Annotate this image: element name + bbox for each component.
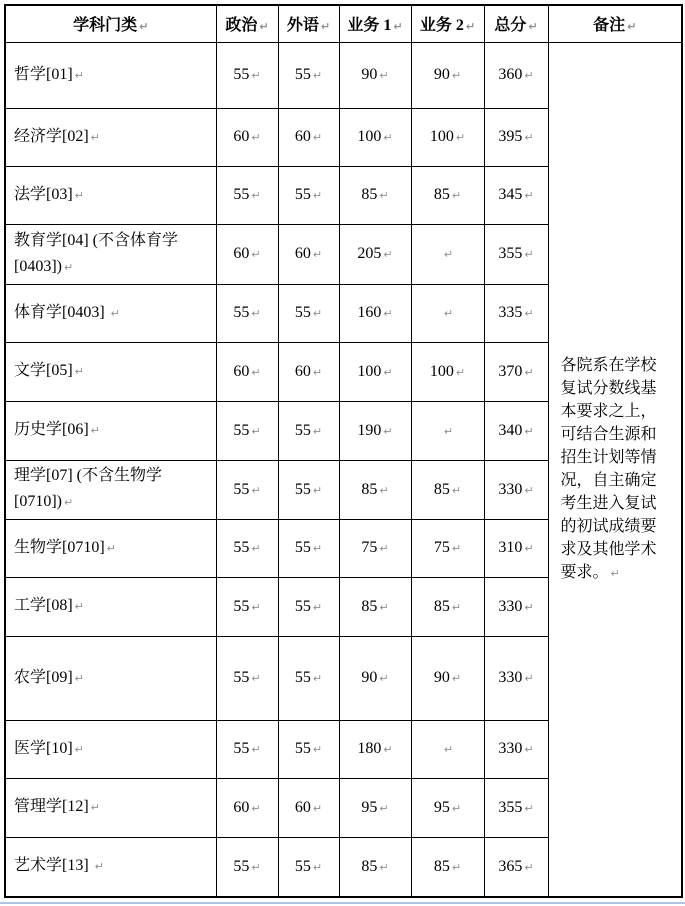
paragraph-mark-icon: ↵	[524, 600, 534, 614]
paragraph-mark-icon: ↵	[443, 424, 454, 438]
header-total	[484, 5, 548, 42]
score-value: 60	[294, 245, 311, 262]
politics-score-cell	[216, 166, 278, 224]
major2-score-cell	[411, 577, 484, 636]
score-value: 205	[357, 245, 382, 262]
score-value: 90	[433, 669, 450, 686]
paragraph-mark-icon: ↵	[383, 424, 393, 438]
major2-score-cell	[411, 342, 484, 401]
paragraph-mark-icon: ↵	[110, 306, 120, 320]
score-value: 365	[498, 857, 523, 875]
category-cell	[5, 720, 216, 778]
paragraph-mark-icon: ↵	[524, 672, 534, 685]
remark-cell	[548, 42, 682, 897]
score-value: 55	[294, 740, 311, 757]
score-value: 100	[429, 362, 454, 380]
paragraph-mark-icon: ↵	[251, 365, 261, 379]
paragraph-mark-icon: ↵	[312, 600, 323, 614]
score-value: 60	[294, 128, 311, 145]
total-score-cell	[484, 108, 548, 166]
header-category	[5, 5, 216, 42]
foreign-score-cell	[278, 108, 339, 166]
score-value: 330	[498, 597, 523, 615]
score-value: 90	[361, 66, 378, 83]
score-value: 160	[357, 304, 382, 321]
paragraph-mark-icon: ↵	[106, 541, 116, 555]
category-cell	[5, 42, 216, 108]
category-label: 理学[07] (不含生物学[0710])	[14, 467, 162, 510]
politics-score-cell	[216, 519, 278, 577]
politics-score-cell	[216, 460, 278, 519]
paragraph-mark-icon: ↵	[251, 542, 261, 555]
total-score-cell	[484, 42, 548, 108]
score-value: 360	[498, 66, 523, 83]
major2-score-cell	[411, 837, 484, 897]
header-row	[5, 5, 682, 42]
foreign-score-cell	[278, 519, 339, 577]
politics-score-cell	[216, 401, 278, 460]
major1-score-cell	[339, 636, 411, 720]
paragraph-mark-icon: ↵	[312, 248, 323, 261]
total-score-cell	[484, 636, 548, 720]
foreign-score-cell	[278, 224, 339, 284]
paragraph-mark-icon: ↵	[379, 860, 389, 874]
paragraph-mark-icon: ↵	[251, 672, 261, 685]
paragraph-mark-icon: ↵	[94, 860, 104, 874]
paragraph-mark-icon: ↵	[393, 20, 403, 34]
score-value: 345	[498, 186, 523, 203]
paragraph-mark-icon: ↵	[312, 483, 323, 497]
politics-score-cell	[216, 577, 278, 636]
category-label: 医学[10]	[14, 739, 73, 757]
paragraph-mark-icon: ↵	[74, 365, 84, 378]
score-value: 60	[233, 245, 250, 262]
paragraph-mark-icon: ↵	[524, 189, 534, 202]
paragraph-mark-icon: ↵	[312, 131, 323, 144]
score-value: 55	[294, 597, 311, 615]
paragraph-mark-icon: ↵	[90, 801, 100, 814]
category-label: 文学[05]	[14, 362, 73, 379]
category-label: 艺术学[13]	[14, 857, 93, 875]
total-score-cell	[484, 519, 548, 577]
paragraph-mark-icon: ↵	[251, 860, 261, 874]
major2-score-cell	[411, 108, 484, 166]
header-label: 总分	[494, 17, 527, 35]
paragraph-mark-icon: ↵	[379, 69, 389, 82]
paragraph-mark-icon: ↵	[74, 68, 84, 82]
paragraph-mark-icon: ↵	[383, 248, 393, 261]
score-value: 55	[233, 421, 250, 439]
header-label: 政治	[225, 17, 258, 35]
major2-score-cell	[411, 284, 484, 342]
window-edge-line	[0, 902, 685, 904]
score-value: 55	[294, 421, 311, 439]
paragraph-mark-icon: ↵	[312, 672, 323, 685]
score-value: 55	[233, 857, 250, 875]
score-value: 75	[361, 539, 378, 556]
paragraph-mark-icon: ↵	[312, 860, 323, 874]
category-cell	[5, 778, 216, 837]
score-value: 85	[361, 597, 378, 615]
score-cutoff-table	[4, 4, 683, 898]
paragraph-mark-icon: ↵	[379, 672, 389, 685]
major2-score-cell	[411, 42, 484, 108]
total-score-cell	[484, 224, 548, 284]
paragraph-mark-icon: ↵	[451, 542, 462, 555]
paragraph-mark-icon: ↵	[63, 496, 74, 509]
score-value: 100	[429, 128, 454, 145]
score-value: 330	[498, 740, 523, 757]
header-label: 学科门类	[73, 17, 138, 35]
paragraph-mark-icon: ↵	[627, 20, 637, 34]
paragraph-mark-icon: ↵	[451, 69, 462, 82]
total-score-cell	[484, 778, 548, 837]
paragraph-mark-icon: ↵	[251, 248, 261, 261]
category-label: 历史学[06]	[14, 421, 89, 438]
score-value: 395	[498, 128, 523, 145]
major1-score-cell	[339, 42, 411, 108]
paragraph-mark-icon: ↵	[443, 248, 454, 261]
score-value: 90	[361, 669, 378, 686]
paragraph-mark-icon: ↵	[524, 424, 534, 438]
major1-score-cell	[339, 577, 411, 636]
score-value: 90	[433, 66, 450, 83]
score-value: 55	[233, 740, 250, 757]
paragraph-mark-icon: ↵	[251, 307, 261, 320]
paragraph-mark-icon: ↵	[90, 130, 100, 144]
major2-score-cell	[411, 720, 484, 778]
politics-score-cell	[216, 636, 278, 720]
score-value: 340	[498, 421, 523, 439]
score-value: 85	[361, 186, 378, 203]
category-cell	[5, 401, 216, 460]
politics-score-cell	[216, 42, 278, 108]
politics-score-cell	[216, 284, 278, 342]
major2-score-cell	[411, 778, 484, 837]
major1-score-cell	[339, 342, 411, 401]
politics-score-cell	[216, 720, 278, 778]
header-foreign-language	[278, 5, 339, 42]
paragraph-mark-icon: ↵	[383, 743, 393, 756]
header-major1	[339, 5, 411, 42]
paragraph-mark-icon: ↵	[74, 188, 84, 202]
paragraph-mark-icon: ↵	[312, 801, 323, 815]
paragraph-mark-icon: ↵	[524, 483, 534, 497]
category-cell	[5, 284, 216, 342]
score-value: 55	[233, 597, 250, 615]
total-score-cell	[484, 460, 548, 519]
paragraph-mark-icon: ↵	[524, 248, 534, 261]
score-value: 85	[361, 480, 378, 498]
paragraph-mark-icon: ↵	[312, 743, 323, 756]
score-value: 60	[294, 798, 311, 816]
foreign-score-cell	[278, 837, 339, 897]
total-score-cell	[484, 284, 548, 342]
paragraph-mark-icon: ↵	[443, 307, 454, 320]
category-cell	[5, 577, 216, 636]
category-label: 工学[08]	[14, 597, 73, 614]
score-value: 95	[433, 798, 450, 816]
category-cell	[5, 108, 216, 166]
foreign-score-cell	[278, 720, 339, 778]
paragraph-mark-icon: ↵	[524, 131, 534, 144]
header-label: 备注	[593, 17, 626, 35]
category-cell	[5, 636, 216, 720]
score-value: 85	[433, 186, 450, 203]
total-score-cell	[484, 837, 548, 897]
category-label: 经济学[02]	[14, 127, 89, 145]
table-row	[5, 42, 682, 108]
paragraph-mark-icon: ↵	[139, 20, 149, 34]
paragraph-mark-icon: ↵	[251, 424, 261, 438]
score-value: 55	[233, 539, 250, 556]
major1-score-cell	[339, 108, 411, 166]
header-politics	[216, 5, 278, 42]
paragraph-mark-icon: ↵	[524, 801, 534, 815]
paragraph-mark-icon: ↵	[312, 69, 323, 82]
score-value: 60	[294, 362, 311, 380]
paragraph-mark-icon: ↵	[379, 801, 389, 815]
score-value: 55	[294, 857, 311, 875]
paragraph-mark-icon: ↵	[251, 743, 261, 756]
paragraph-mark-icon: ↵	[312, 424, 323, 438]
major1-score-cell	[339, 837, 411, 897]
category-label: 农学[09]	[14, 668, 73, 686]
score-value: 95	[361, 798, 378, 816]
paragraph-mark-icon: ↵	[312, 542, 323, 555]
paragraph-mark-icon: ↵	[524, 69, 534, 82]
category-cell	[5, 519, 216, 577]
category-label: 法学[03]	[14, 185, 73, 203]
foreign-score-cell	[278, 166, 339, 224]
category-cell	[5, 837, 216, 897]
foreign-score-cell	[278, 636, 339, 720]
paragraph-mark-icon: ↵	[451, 600, 462, 614]
paragraph-mark-icon: ↵	[610, 566, 620, 580]
category-label: 教育学[04] (不含体育学[0403])	[14, 231, 178, 275]
major2-score-cell	[411, 519, 484, 577]
header-label: 业务 1	[347, 17, 392, 35]
score-value: 60	[233, 362, 250, 380]
score-value: 85	[433, 857, 450, 875]
paragraph-mark-icon: ↵	[259, 20, 269, 34]
foreign-score-cell	[278, 401, 339, 460]
paragraph-mark-icon: ↵	[379, 600, 389, 614]
total-score-cell	[484, 401, 548, 460]
foreign-score-cell	[278, 460, 339, 519]
header-major2	[411, 5, 484, 42]
major1-score-cell	[339, 720, 411, 778]
paragraph-mark-icon: ↵	[74, 671, 84, 685]
paragraph-mark-icon: ↵	[465, 20, 476, 34]
score-value: 55	[233, 304, 250, 321]
score-value: 310	[498, 539, 523, 556]
paragraph-mark-icon: ↵	[383, 131, 393, 144]
score-value: 190	[357, 421, 382, 439]
major2-score-cell	[411, 460, 484, 519]
score-value: 55	[294, 669, 311, 686]
paragraph-mark-icon: ↵	[320, 20, 331, 34]
score-value: 180	[357, 740, 382, 757]
politics-score-cell	[216, 108, 278, 166]
score-value: 370	[498, 362, 523, 380]
paragraph-mark-icon: ↵	[528, 20, 538, 34]
score-value: 60	[233, 798, 250, 816]
score-value: 75	[433, 539, 450, 556]
paragraph-mark-icon: ↵	[74, 600, 84, 613]
score-value: 55	[294, 186, 311, 203]
score-value: 55	[294, 539, 311, 556]
header-remarks	[548, 5, 682, 42]
paragraph-mark-icon: ↵	[451, 189, 462, 202]
foreign-score-cell	[278, 284, 339, 342]
score-value: 60	[233, 128, 250, 145]
paragraph-mark-icon: ↵	[524, 860, 534, 874]
category-cell	[5, 224, 216, 284]
paragraph-mark-icon: ↵	[379, 483, 389, 497]
score-value: 355	[498, 245, 523, 262]
paragraph-mark-icon: ↵	[312, 307, 323, 320]
major1-score-cell	[339, 284, 411, 342]
major1-score-cell	[339, 166, 411, 224]
score-value: 55	[233, 186, 250, 203]
category-label: 哲学[01]	[14, 65, 73, 83]
paragraph-mark-icon: ↵	[251, 801, 261, 815]
total-score-cell	[484, 577, 548, 636]
score-value: 100	[357, 128, 382, 145]
major1-score-cell	[339, 401, 411, 460]
header-label: 外语	[286, 17, 319, 35]
paragraph-mark-icon: ↵	[455, 131, 466, 144]
paragraph-mark-icon: ↵	[524, 542, 534, 555]
paragraph-mark-icon: ↵	[379, 542, 389, 555]
paragraph-mark-icon: ↵	[312, 189, 323, 202]
score-value: 100	[357, 362, 382, 380]
score-value: 55	[233, 669, 250, 686]
major1-score-cell	[339, 224, 411, 284]
paragraph-mark-icon: ↵	[451, 672, 462, 685]
paragraph-mark-icon: ↵	[251, 600, 261, 614]
paragraph-mark-icon: ↵	[524, 743, 534, 756]
paragraph-mark-icon: ↵	[379, 189, 389, 202]
score-value: 85	[361, 857, 378, 875]
major1-score-cell	[339, 519, 411, 577]
remark-text: 各院系在学校复试分数线基本要求之上，可结合生源和招生计划等情况，自主确定考生进入复试的初试成绩要求及其他学术要求。	[560, 356, 657, 581]
paragraph-mark-icon: ↵	[312, 365, 323, 379]
paragraph-mark-icon: ↵	[383, 365, 393, 379]
foreign-score-cell	[278, 778, 339, 837]
score-value: 85	[433, 480, 450, 498]
category-label: 管理学[12]	[14, 798, 89, 815]
foreign-score-cell	[278, 577, 339, 636]
category-label: 体育学[0403]	[14, 303, 109, 321]
major2-score-cell	[411, 636, 484, 720]
score-value: 55	[294, 304, 311, 321]
politics-score-cell	[216, 342, 278, 401]
category-cell	[5, 342, 216, 401]
paragraph-mark-icon: ↵	[451, 801, 462, 815]
paragraph-mark-icon: ↵	[63, 260, 74, 274]
major2-score-cell	[411, 401, 484, 460]
score-value: 85	[433, 597, 450, 615]
score-value: 55	[294, 480, 311, 498]
category-label: 生物学[0710]	[14, 538, 105, 556]
score-value: 55	[294, 66, 311, 83]
table-body	[5, 42, 682, 897]
score-value: 330	[498, 480, 523, 498]
paragraph-mark-icon: ↵	[451, 860, 462, 874]
score-value: 335	[498, 304, 523, 321]
paragraph-mark-icon: ↵	[251, 69, 261, 82]
paragraph-mark-icon: ↵	[251, 131, 261, 144]
paragraph-mark-icon: ↵	[90, 424, 100, 437]
total-score-cell	[484, 342, 548, 401]
paragraph-mark-icon: ↵	[251, 189, 261, 202]
score-value: 55	[233, 480, 250, 498]
total-score-cell	[484, 166, 548, 224]
category-cell	[5, 460, 216, 519]
foreign-score-cell	[278, 342, 339, 401]
paragraph-mark-icon: ↵	[524, 307, 534, 320]
score-value: 355	[498, 798, 523, 816]
major2-score-cell	[411, 166, 484, 224]
politics-score-cell	[216, 837, 278, 897]
paragraph-mark-icon: ↵	[451, 483, 462, 497]
paragraph-mark-icon: ↵	[74, 742, 84, 756]
foreign-score-cell	[278, 42, 339, 108]
paragraph-mark-icon: ↵	[383, 307, 393, 320]
total-score-cell	[484, 720, 548, 778]
paragraph-mark-icon: ↵	[455, 365, 466, 379]
politics-score-cell	[216, 224, 278, 284]
score-value: 330	[498, 669, 523, 686]
header-label: 业务 2	[419, 17, 464, 35]
score-value: 55	[233, 66, 250, 83]
politics-score-cell	[216, 778, 278, 837]
major2-score-cell	[411, 224, 484, 284]
major1-score-cell	[339, 460, 411, 519]
paragraph-mark-icon: ↵	[524, 365, 534, 379]
paragraph-mark-icon: ↵	[251, 483, 261, 497]
major1-score-cell	[339, 778, 411, 837]
category-cell	[5, 166, 216, 224]
paragraph-mark-icon: ↵	[443, 743, 454, 756]
